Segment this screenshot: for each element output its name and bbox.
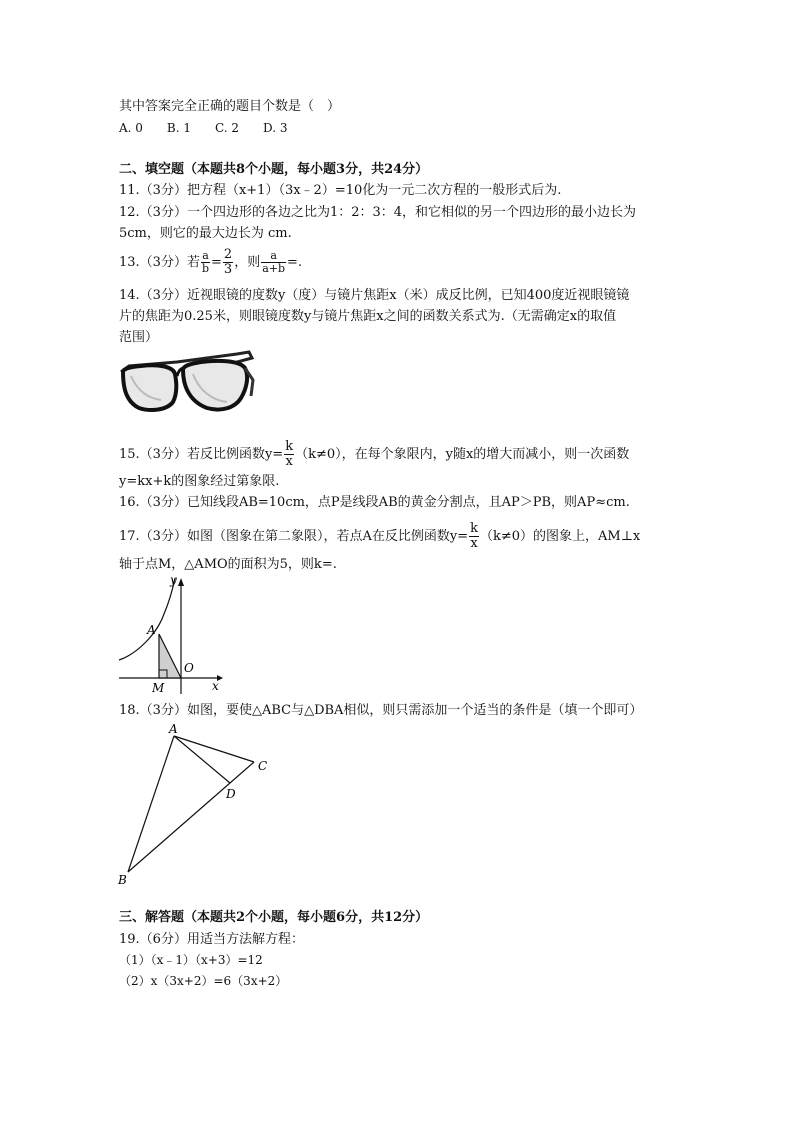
q11: 11.（3分）把方程（x+1）（3x﹣2）=10化为一元二次方程的一般形式后为. <box>119 183 562 198</box>
label-a: A <box>169 722 178 736</box>
q17-frac-den: x <box>470 536 478 551</box>
q13-fraction-a-over-a-plus-b <box>261 250 286 275</box>
q17-figure <box>117 574 227 696</box>
label-d: D <box>226 787 236 801</box>
section3-heading: 三、解答题（本题共2个小题，每小题6分，共12分） <box>119 910 429 925</box>
q13-frac3-den: a+b <box>262 262 286 275</box>
q19-part1: （1）（x﹣1）（x+3）=12 <box>119 953 263 967</box>
segment-ad <box>174 736 230 783</box>
hyperbola-curve <box>119 578 175 660</box>
label-x: x <box>212 679 219 693</box>
q15-fraction-k-over-x <box>284 440 294 469</box>
q13-fraction-2-over-3 <box>223 248 233 277</box>
q13-frac2-num: 2 <box>223 247 233 262</box>
q13-mid: ，则 <box>234 255 261 270</box>
q13-fraction-a-over-b <box>201 250 210 275</box>
q15-line2: y=kx+k的图象经过第象限. <box>119 474 280 489</box>
q15-frac-num: k <box>285 439 294 454</box>
q13-suffix: =. <box>287 255 303 270</box>
q13-prefix: 13.（3分）若 <box>119 255 200 270</box>
side-ac <box>174 736 254 762</box>
q18: 18.（3分）如图，要使△ABC与△DBA相似，则只需添加一个适当的条件是（填一个即可） <box>119 703 643 718</box>
q17-frac-num: k <box>470 521 478 536</box>
q18-figure <box>114 722 274 890</box>
q14-line1: 14.（3分）近视眼镜的度数y（度）与镜片焦距x（米）成反比例，已知400度近视眼镜镜 <box>119 288 630 303</box>
q13-frac1-den: b <box>201 262 209 275</box>
q10-tail: 其中答案完全正确的题目个数是（ ） <box>119 99 341 114</box>
q14-line3: 范围） <box>119 330 159 345</box>
q12-line1: 12.（3分）一个四边形的各边之比为1：2：3：4，和它相似的另一个四边形的最小边长为 <box>119 205 637 220</box>
label-m: M <box>152 681 165 695</box>
q12-line2: 5cm，则它的最大边长为 cm. <box>119 226 292 241</box>
q16: 16.（3分）已知线段AB=10cm，点P是线段AB的黄金分割点，且AP＞PB，则AP≈cm. <box>119 495 630 510</box>
q10-options: A. 0 B. 1 C. 2 D. 3 <box>119 121 288 135</box>
q17-line2: 轴于点M，△AMO的面积为5，则k=. <box>119 557 337 572</box>
q19: 19.（6分）用适当方法解方程： <box>119 932 304 947</box>
section2-heading: 二、填空题（本题共8个小题，每小题3分，共24分） <box>119 162 429 177</box>
glasses-image <box>117 350 257 425</box>
label-a: A <box>147 623 156 637</box>
q15-line1 <box>119 440 629 469</box>
label-y: y <box>170 574 177 587</box>
q13-equals: = <box>211 255 222 270</box>
q15-frac-den: x <box>285 454 293 469</box>
q17-prefix: 17.（3分）如图（图象在第二象限），若点A在反比例函数y= <box>119 529 469 544</box>
label-o: O <box>184 661 194 675</box>
triangle-amo <box>159 634 181 678</box>
q13 <box>119 248 302 277</box>
q15-suffix: （k≠0），在每个象限内，y随x的增大而减小，则一次函数 <box>295 447 630 462</box>
q13-frac1-num: a <box>202 249 209 262</box>
q17-suffix: （k≠0）的图象上，AM⊥x <box>479 529 641 544</box>
q19-part2: （2）x（3x+2）=6（3x+2） <box>119 974 288 988</box>
q14-line2: 片的焦距为0.25米，则眼镜度数y与镜片焦距x之间的函数关系式为.（无需确定x的取值 <box>119 309 617 324</box>
label-c: C <box>258 759 268 773</box>
y-axis-arrow <box>178 578 184 586</box>
q13-frac3-num: a <box>261 250 286 263</box>
q13-frac2-den: 3 <box>223 262 233 277</box>
q17-line1 <box>119 522 640 551</box>
label-b: B <box>118 873 127 887</box>
q15-prefix: 15.（3分）若反比例函数y= <box>119 447 284 462</box>
q17-fraction-k-over-x <box>469 522 479 551</box>
